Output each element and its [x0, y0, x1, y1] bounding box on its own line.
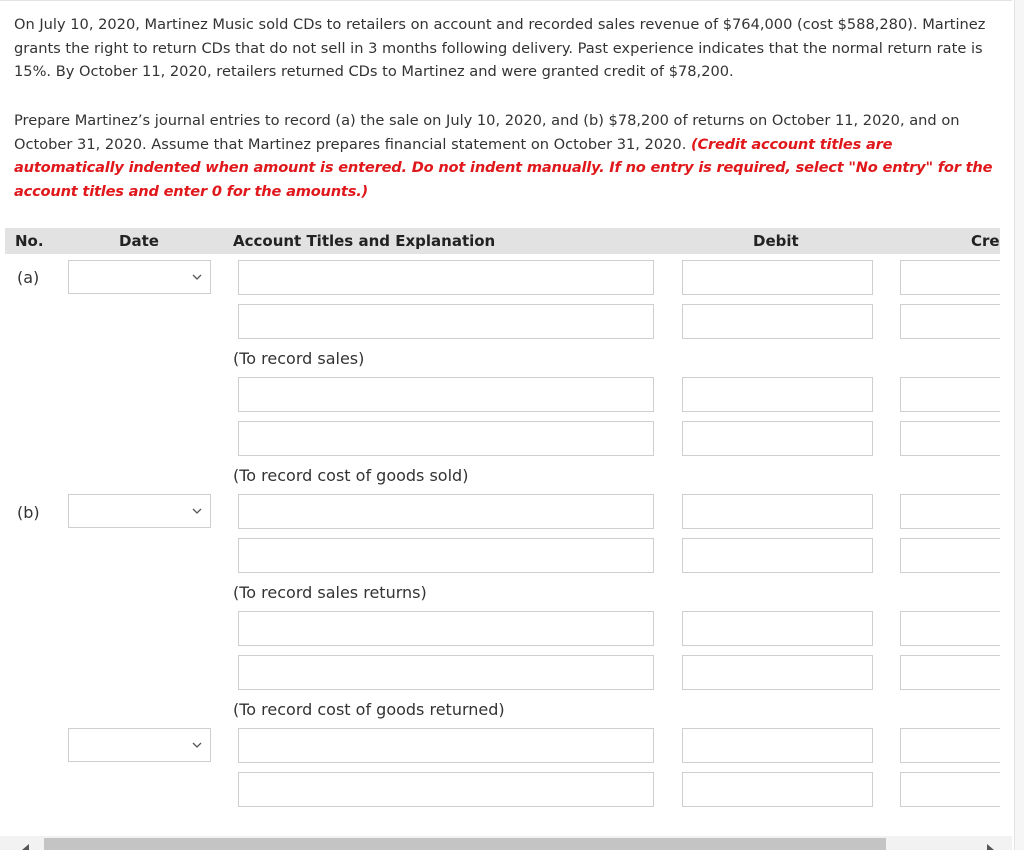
chevron-down-icon [192, 740, 202, 750]
header-no: No. [15, 232, 44, 250]
row-label-a: (a) [17, 268, 40, 287]
credit-input[interactable] [900, 611, 1000, 646]
account-input[interactable] [238, 611, 654, 646]
account-input[interactable] [238, 538, 654, 573]
chevron-down-icon [192, 506, 202, 516]
chevron-down-icon [192, 272, 202, 282]
row-label-b: (b) [17, 503, 40, 522]
debit-input[interactable] [682, 260, 873, 295]
credit-input[interactable] [900, 772, 1000, 807]
account-input[interactable] [238, 655, 654, 690]
credit-input[interactable] [900, 655, 1000, 690]
instruction-text: (Credit account titles are automatically indented when amount is entered. Do not indent manually. If no entry is required, select "No entry" for the account titles and enter 0 for the amounts.) [14, 135, 993, 200]
credit-input[interactable] [900, 421, 1000, 456]
debit-input[interactable] [682, 494, 873, 529]
arrow-right-icon[interactable] [987, 844, 994, 850]
date-select-b[interactable] [68, 494, 211, 528]
account-input[interactable] [238, 377, 654, 412]
note-to-record-sales-returns: (To record sales returns) [233, 583, 427, 602]
credit-input[interactable] [900, 304, 1000, 339]
date-select-a[interactable] [68, 260, 211, 294]
account-input[interactable] [238, 728, 654, 763]
scrollbar-thumb[interactable] [44, 838, 886, 850]
debit-input[interactable] [682, 772, 873, 807]
debit-input[interactable] [682, 611, 873, 646]
credit-input[interactable] [900, 494, 1000, 529]
header-debit: Debit [753, 232, 799, 250]
account-input[interactable] [238, 772, 654, 807]
debit-input[interactable] [682, 421, 873, 456]
problem-paragraph-1: On July 10, 2020, Martinez Music sold CDs to retailers on account and recorded sales revenue of $764,000 (cost $588,280). Martinez grants the right to return CDs that do not sell in 3 months following delivery. Past experience indicates that the normal return rate is 15%. By October 11, 2020, retailers returned CDs to Martinez and were granted credit of $78,200. [14, 16, 986, 80]
problem-paragraph-2 [14, 109, 999, 203]
top-divider [0, 0, 1012, 4]
account-input[interactable] [238, 494, 654, 529]
credit-input[interactable] [900, 260, 1000, 295]
note-to-record-sales: (To record sales) [233, 349, 365, 368]
header-account: Account Titles and Explanation [233, 232, 496, 250]
debit-input[interactable] [682, 304, 873, 339]
account-input[interactable] [238, 304, 654, 339]
right-scrollbar[interactable] [1014, 0, 1024, 850]
debit-input[interactable] [682, 728, 873, 763]
debit-input[interactable] [682, 655, 873, 690]
account-input[interactable] [238, 260, 654, 295]
date-select-c[interactable] [68, 728, 211, 762]
debit-input[interactable] [682, 377, 873, 412]
credit-input[interactable] [900, 538, 1000, 573]
credit-input[interactable] [900, 728, 1000, 763]
header-credit: Cre [971, 232, 1000, 250]
account-input[interactable] [238, 421, 654, 456]
credit-input[interactable] [900, 377, 1000, 412]
debit-input[interactable] [682, 538, 873, 573]
arrow-left-icon[interactable] [22, 844, 29, 850]
note-to-record-cogs: (To record cost of goods sold) [233, 466, 469, 485]
problem-paragraph-2-text: Prepare Martinez’s journal entries to record (a) the sale on July 10, 2020, and (b) $78,200 of returns on October 11, 2020, and on October 31, 2020. Assume that Martinez prepares financial statement on October 31, 2020. [14, 112, 960, 153]
note-to-record-cost-returned: (To record cost of goods returned) [233, 700, 505, 719]
header-date: Date [119, 232, 159, 250]
